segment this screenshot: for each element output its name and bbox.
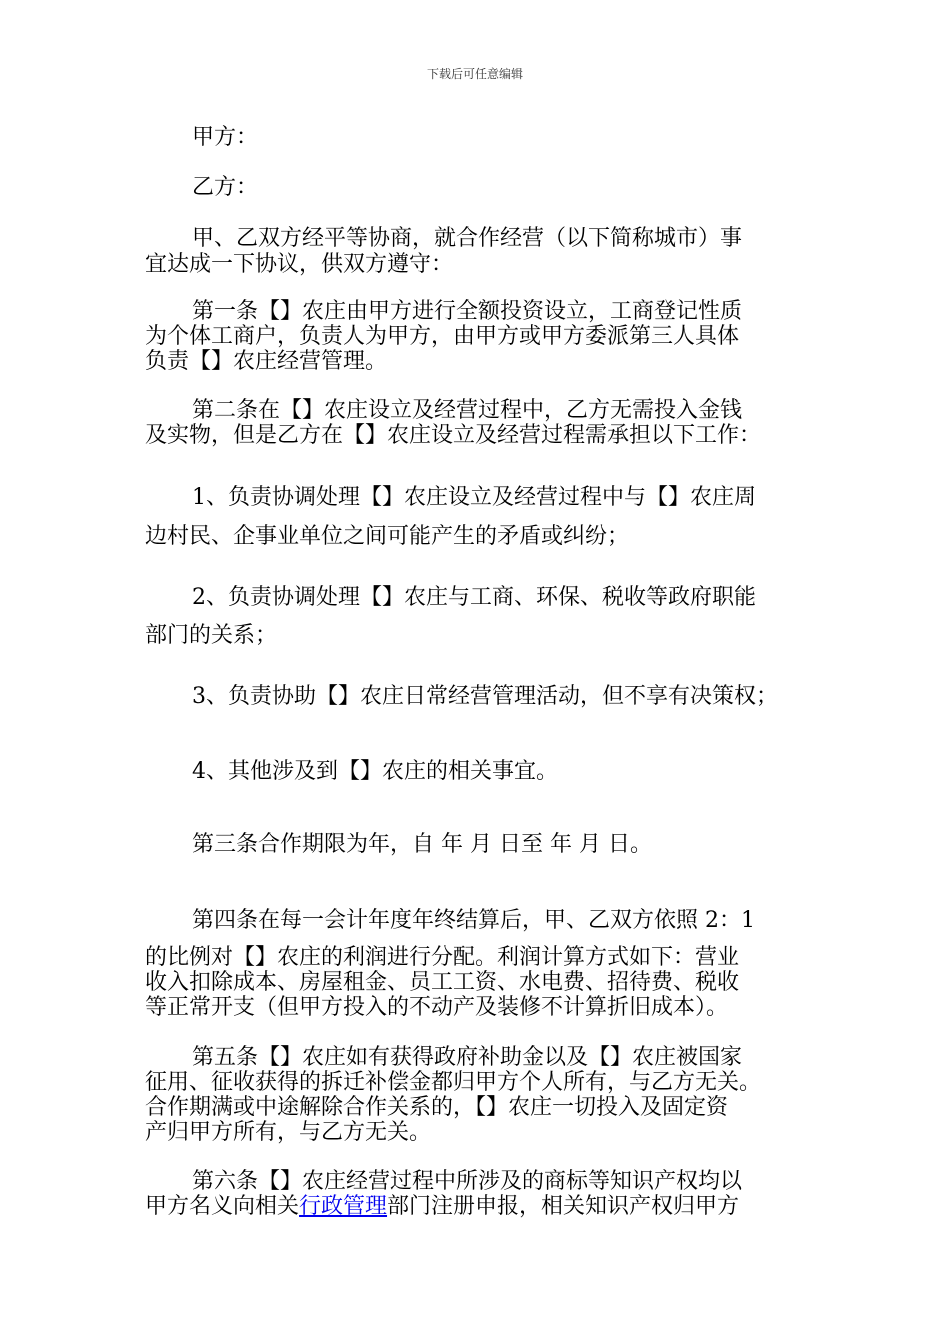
article2-line-1: 第二条在【】农庄设立及经营过程中，乙方无需投入金钱 xyxy=(192,398,743,423)
item1-line-2: 边村民、企事业单位之间可能产生的矛盾或纠纷； xyxy=(145,524,630,549)
article5-line-2: 征用、征收获得的拆迁补偿金都归甲方个人所有，与乙方无关。 xyxy=(145,1070,762,1095)
party-a-line: 甲方： xyxy=(192,125,259,150)
page-header: 下载后可任意编辑 xyxy=(426,67,523,81)
admin-management-link[interactable]: 行政管理 xyxy=(299,1194,388,1219)
article5-line-4: 产归甲方所有，与乙方无关。 xyxy=(145,1120,432,1145)
item3-line: 3、负责协助【】农庄日常经营管理活动，但不享有决策权； xyxy=(192,684,778,709)
article4-line-3: 收入扣除成本、房屋租金、员工工资、水电费、招待费、税收 xyxy=(145,970,740,995)
article6-line-2 xyxy=(145,1194,810,1220)
article4-line-1: 第四条在每一会计年度年终结算后，甲、乙双方依照 2：1 xyxy=(192,908,755,933)
intro-line-2: 宜达成一下协议，供双方遵守： xyxy=(145,252,454,277)
article6-text-after-link: 部门注册申报，相关知识产权归甲方 xyxy=(387,1194,740,1219)
intro-line-1: 甲、乙双方经平等协商，就合作经营（以下简称城市）事 xyxy=(192,226,743,251)
article6-text-before-link: 甲方名义向相关 xyxy=(145,1194,300,1219)
article6-line-1: 第六条【】农庄经营过程中所涉及的商标等知识产权均以 xyxy=(192,1169,743,1194)
party-b-line: 乙方： xyxy=(192,175,259,200)
article2-line-2: 及实物，但是乙方在【】农庄设立及经营过程需承担以下工作： xyxy=(145,423,762,448)
item2-line-2: 部门的关系； xyxy=(145,623,278,648)
article5-line-1: 第五条【】农庄如有获得政府补助金以及【】农庄被国家 xyxy=(192,1045,743,1070)
article4-line-4: 等正常开支（但甲方投入的不动产及装修不计算折旧成本）。 xyxy=(145,995,729,1020)
article1-line-3: 负责【】农庄经营管理。 xyxy=(145,349,388,374)
item1-line-1: 1、负责协调处理【】农庄设立及经营过程中与【】农庄周 xyxy=(192,485,756,510)
article1-line-1: 第一条【】农庄由甲方进行全额投资设立，工商登记性质 xyxy=(192,299,743,324)
article4-line-2: 的比例对【】农庄的利润进行分配。利润计算方式如下：营业 xyxy=(145,945,740,970)
article3-line: 第三条合作期限为年，自 年 月 日至 年 月 日。 xyxy=(192,832,652,857)
article1-line-2: 为个体工商户，负责人为甲方，由甲方或甲方委派第三人具体 xyxy=(145,324,740,349)
item4-line: 4、其他涉及到【】农庄的相关事宜。 xyxy=(192,759,558,784)
article5-line-3: 合作期满或中途解除合作关系的，【】农庄一切投入及固定资 xyxy=(145,1095,729,1120)
item2-line-1: 2、负责协调处理【】农庄与工商、环保、税收等政府职能 xyxy=(192,585,756,610)
